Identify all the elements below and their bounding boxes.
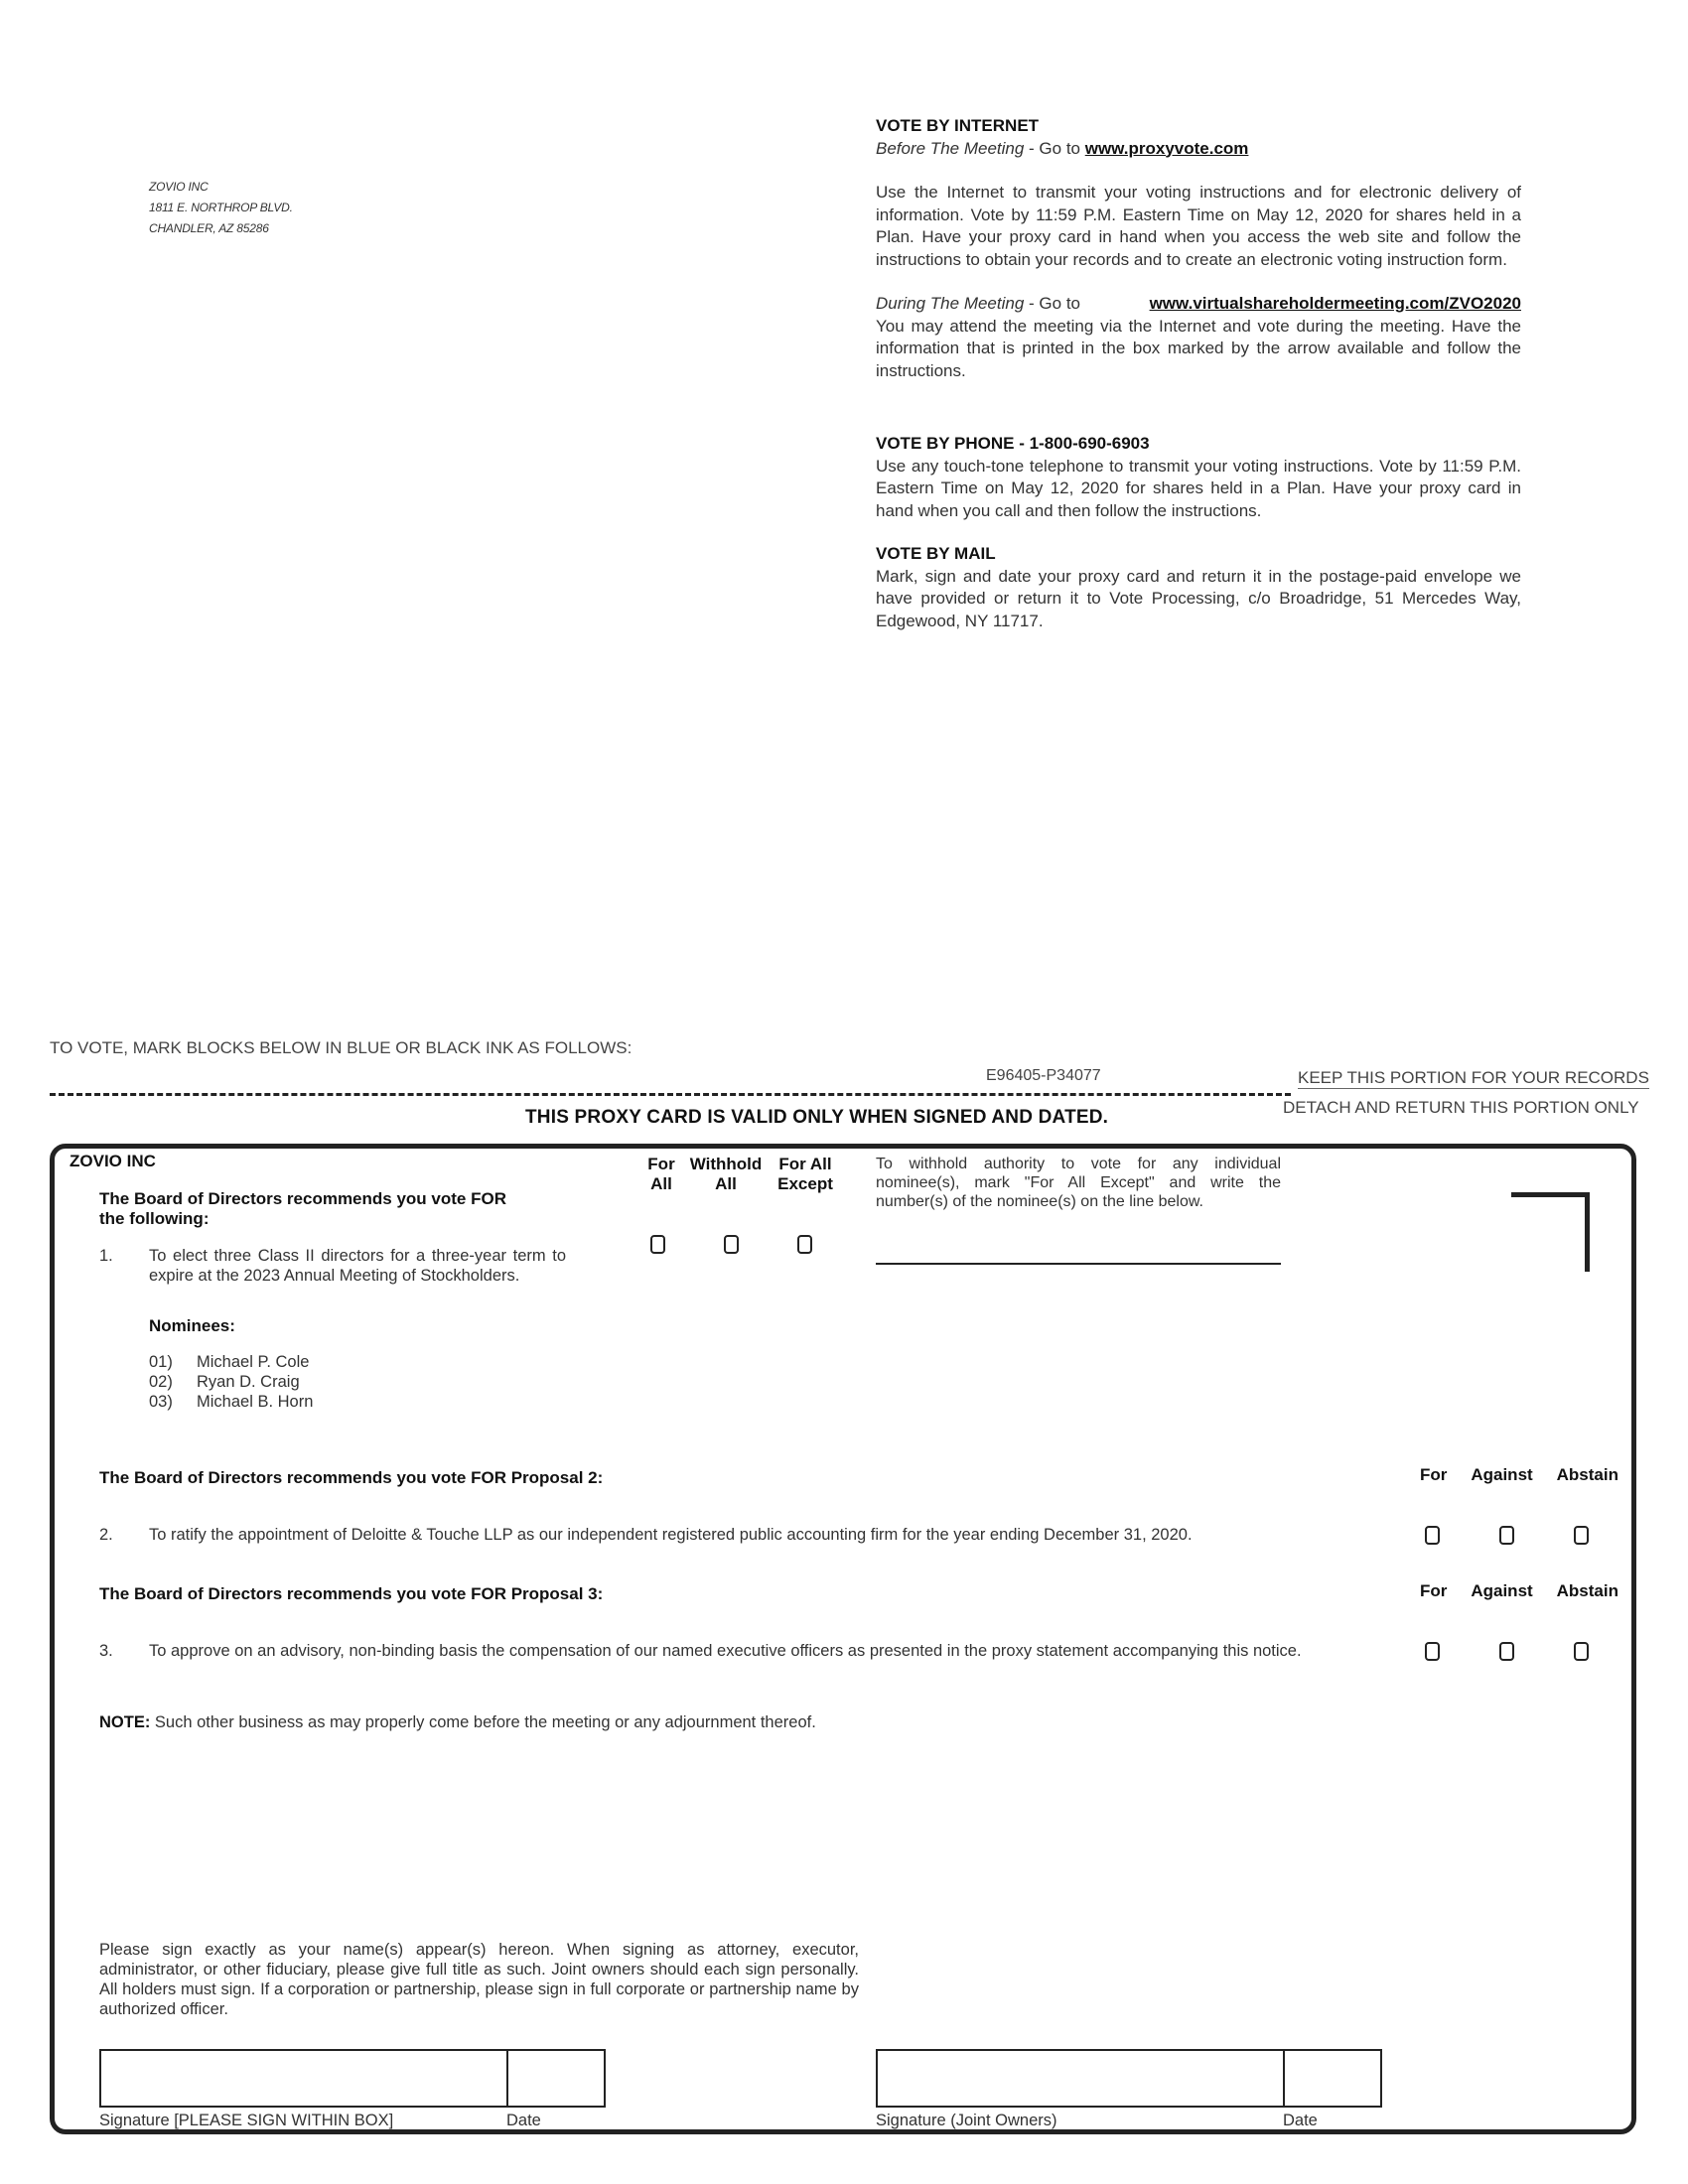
vote-by-internet-title: VOTE BY INTERNET [876,116,1040,135]
nominee-name: Michael B. Horn [197,1393,314,1411]
nominee-item [149,1352,313,1372]
card-company-name: ZOVIO INC [70,1152,156,1170]
vote-by-phone-title: VOTE BY PHONE - 1-800-690-6903 [876,434,1150,453]
item1-number: 1. [99,1247,113,1265]
joint-signature-label: Signature (Joint Owners) [876,2112,1057,2129]
col-withhold-all-line1: Withhold [689,1155,763,1173]
return-address-street: 1811 E. NORTHROP BLVD. [149,201,293,214]
vote-by-mail-text: Mark, sign and date your proxy card and return it in the postage-paid envelope we have provided or return it to Vote Processing, c/o Broadridge, 51 Mercedes Way, Edgewood, NY 11717. [876,566,1521,630]
checkbox-proposal-2-against[interactable] [1499,1526,1514,1545]
arrow-corner-mark [1511,1192,1590,1272]
note-text: Such other business as may properly come before the meeting or any adjournment thereof. [150,1713,816,1731]
board-recommendation-3: The Board of Directors recommends you vote FOR Proposal 3: [99,1584,604,1603]
before-meeting-text: Use the Internet to transmit your voting instructions and for electronic delivery of information. Vote by 11:59 P.M. Eastern Time on May 12, 2020 for shares held in a Plan. Have your proxy card in hand when you access the web site and follow the instructions to obtain your records and to create an electronic voting instruction form. [876,183,1521,269]
nominee-exception-line[interactable] [876,1263,1281,1265]
detach-portion-label: DETACH AND RETURN THIS PORTION ONLY [1283,1098,1639,1117]
checkbox-proposal-3-for[interactable] [1425,1642,1440,1661]
nominee-number: 03) [149,1393,173,1411]
item3-text: To approve on an advisory, non-binding basis the compensation of our named executive officers as presented in the proxy statement accompanying this notice. [149,1642,1302,1660]
col-for: For [1420,1465,1448,1484]
nominee-item [149,1372,313,1392]
vote-by-mail-section [876,543,1521,632]
note-label: NOTE: [99,1713,151,1731]
vote-by-phone-section [876,433,1521,522]
col-for-all-line2: All [650,1174,672,1193]
signature-box[interactable] [99,2049,606,2108]
checkbox-for-all[interactable] [650,1235,665,1254]
board-recommendation-1-line2: the following: [99,1209,210,1228]
vote-by-phone-text: Use any touch-tone telephone to transmit your voting instructions. Vote by 11:59 P.M. Eastern Time on May 12, 2020 for shares held in a Plan. Have your proxy card in hand when you call and then follow the instructions. [876,456,1521,520]
nominee-number: 01) [149,1353,173,1371]
board-recommendation-2: The Board of Directors recommends you vote FOR Proposal 2: [99,1468,604,1487]
nominee-item [149,1392,313,1412]
joint-signature-date-divider [1283,2049,1285,2108]
valid-notice: THIS PROXY CARD IS VALID ONLY WHEN SIGNED AND DATED. [525,1107,1109,1128]
signature-date-divider [506,2049,508,2108]
col-withhold-all-line2: All [715,1174,737,1193]
sign-instructions: Please sign exactly as your name(s) appear(s) hereon. When signing as attorney, executor, administrator, or other fiduciary, please give full title as such. Joint owners should each sign personally. All holders must sign. If a corporation or partnership, please sign in full corporate or partnership name by authorized officer. [99,1941,859,2018]
note [99,1712,816,1732]
during-meeting-line [876,293,1521,316]
col-for-all-except-line1: For All [778,1155,832,1173]
joint-signature-date-label: Date [1283,2112,1318,2129]
col-for-all-except-line2: Except [777,1174,833,1193]
before-meeting-line [876,138,1521,161]
during-meeting-label: During The Meeting [876,294,1025,313]
nominee-name: Michael P. Cole [197,1353,310,1371]
signature-label: Signature [PLEASE SIGN WITHIN BOX] [99,2112,394,2129]
board-recommendation-1-line1: The Board of Directors recommends you vote FOR [99,1189,506,1208]
item2-number: 2. [99,1526,113,1544]
col-abstain: Abstain [1556,1465,1618,1484]
col-for-all-except [770,1155,841,1194]
checkbox-proposal-2-abstain[interactable] [1574,1526,1589,1545]
proposal-3-columns [1420,1581,1618,1601]
during-meeting-goto: - Go to [1024,294,1080,313]
joint-signature-box[interactable] [876,2049,1382,2108]
col-against: Against [1471,1465,1533,1484]
item2-text: To ratify the appointment of Deloitte & Touche LLP as our independent registered public accounting firm for the year ending December 31, 2020. [149,1526,1193,1544]
control-number: E96405-P34077 [986,1067,1101,1084]
col-for-all-line1: For [647,1155,675,1173]
item3-number: 3. [99,1642,113,1660]
return-address [149,177,293,239]
proxyvote-link[interactable]: www.proxyvote.com [1084,138,1249,158]
board-recommendation-1 [99,1189,586,1229]
detach-line [50,1093,1291,1096]
col-abstain: Abstain [1556,1581,1618,1600]
virtual-meeting-link[interactable]: www.virtualshareholdermeeting.com/ZVO2020 [1149,294,1521,313]
checkbox-proposal-3-abstain[interactable] [1574,1642,1589,1661]
during-meeting-text: You may attend the meeting via the Internet and vote during the meeting. Have the information that is printed in the box marked by the arrow available and follow the instructions. [876,316,1521,380]
nominee-number: 02) [149,1373,173,1391]
nominee-list [149,1352,313,1412]
before-meeting-label: Before The Meeting [876,138,1025,158]
vote-by-internet-section [876,115,1521,382]
nominee-name: Ryan D. Craig [197,1373,300,1391]
col-for: For [1420,1581,1448,1600]
before-meeting-goto: - Go to [1024,138,1085,158]
to-vote-instructions: TO VOTE, MARK BLOCKS BELOW IN BLUE OR BLACK INK AS FOLLOWS: [50,1038,633,1057]
return-address-city: CHANDLER, AZ 85286 [149,221,269,235]
checkbox-proposal-3-against[interactable] [1499,1642,1514,1661]
col-withhold-all [683,1155,769,1194]
proposal-2-columns [1420,1465,1618,1485]
return-address-company: ZOVIO INC [149,180,209,194]
withhold-instructions: To withhold authority to vote for any individual nominee(s), mark "For All Except" and write the number(s) of the nominee(s) on the line below. [876,1156,1281,1210]
nominees-label: Nominees: [149,1316,235,1335]
checkbox-proposal-2-for[interactable] [1425,1526,1440,1545]
item1-text: To elect three Class II directors for a three-year term to expire at the 2023 Annual Meeting of Stockholders. [149,1247,566,1285]
vote-by-mail-title: VOTE BY MAIL [876,544,996,563]
checkbox-for-all-except[interactable] [797,1235,812,1254]
checkbox-withhold-all[interactable] [724,1235,739,1254]
signature-date-label: Date [506,2112,541,2129]
col-against: Against [1471,1581,1533,1600]
keep-portion-label: KEEP THIS PORTION FOR YOUR RECORDS [1298,1068,1649,1087]
